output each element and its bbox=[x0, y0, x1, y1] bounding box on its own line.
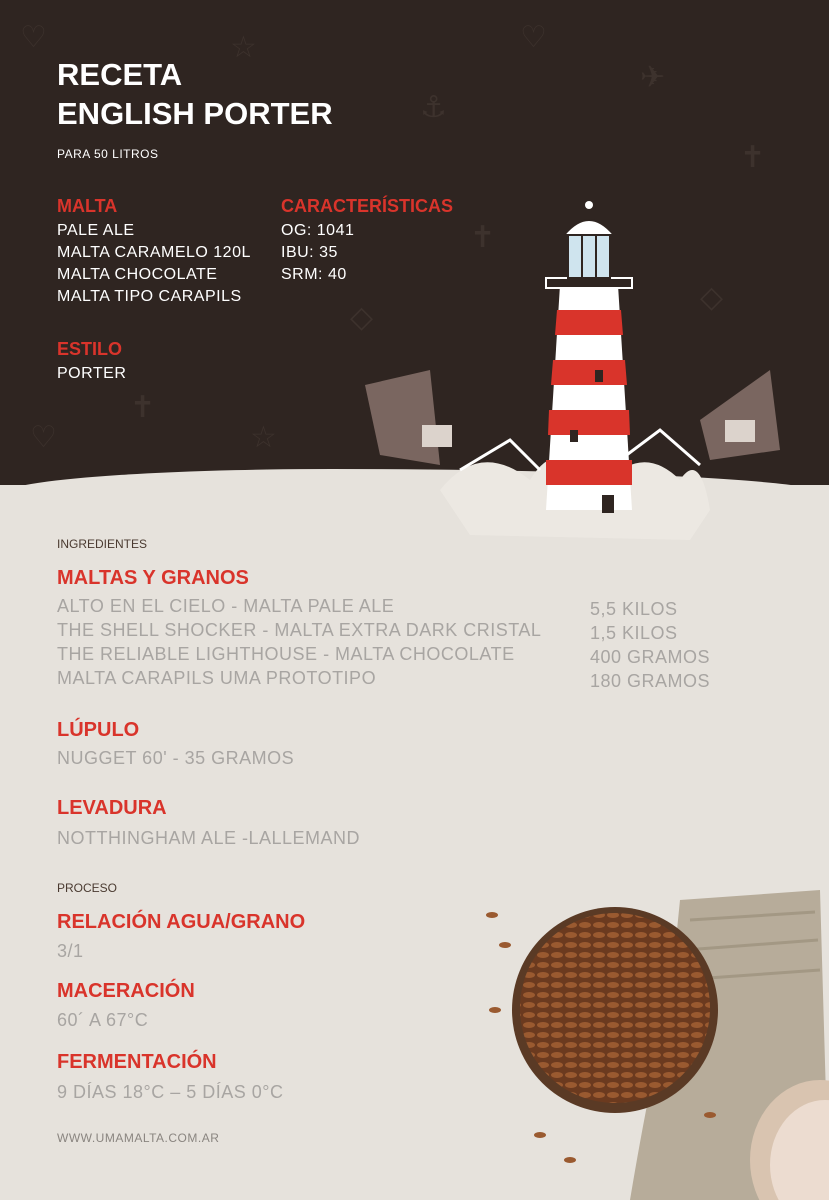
malta-item: MALTA TIPO CARAPILS bbox=[57, 288, 242, 305]
malta-qty: 1,5 KILOS bbox=[590, 623, 678, 643]
diamond-doodle-icon: ◇ bbox=[700, 280, 724, 315]
malta-name: THE RELIABLE LIGHTHOUSE - MALTA CHOCOLATE bbox=[57, 644, 515, 664]
malta-block bbox=[57, 196, 251, 308]
relacion-value: 3/1 bbox=[57, 941, 84, 961]
malta-heading: MALTA bbox=[57, 196, 118, 216]
subtitle: PARA 50 LITROS bbox=[57, 147, 159, 161]
heart-doodle-icon: ♡ bbox=[30, 420, 57, 455]
caracteristica-item: IBU: 35 bbox=[281, 244, 338, 261]
malta-name: ALTO EN EL CIELO - MALTA PALE ALE bbox=[57, 596, 395, 616]
fermentacion-value: 9 DÍAS 18°C – 5 DÍAS 0°C bbox=[57, 1082, 284, 1102]
estilo-value: PORTER bbox=[57, 365, 127, 382]
lupulo-value: NUGGET 60' - 35 GRAMOS bbox=[57, 748, 295, 768]
cross-doodle-icon: ✝ bbox=[740, 140, 766, 175]
malta-item: MALTA CHOCOLATE bbox=[57, 266, 218, 283]
diamond-doodle-icon: ◇ bbox=[350, 300, 374, 335]
cross-doodle-icon: ✝ bbox=[470, 220, 496, 255]
ingredientes-label: INGREDIENTES bbox=[57, 537, 148, 551]
estilo-heading: ESTILO bbox=[57, 339, 123, 359]
malta-qty: 5,5 KILOS bbox=[590, 599, 678, 619]
fermentacion-title: FERMENTACIÓN bbox=[57, 1051, 217, 1073]
levadura-value: NOTTHINGHAM ALE -LALLEMAND bbox=[57, 828, 361, 848]
malta-name: MALTA CARAPILS UMA PROTOTIPO bbox=[57, 668, 377, 688]
caracteristica-item: SRM: 40 bbox=[281, 266, 347, 283]
maceracion-title: MACERACIÓN bbox=[57, 980, 195, 1002]
star-doodle-icon: ☆ bbox=[250, 420, 277, 455]
cross-doodle-icon: ✝ bbox=[130, 390, 156, 425]
anchor-doodle-icon: ⚓ bbox=[420, 90, 447, 125]
estilo-block bbox=[57, 339, 126, 385]
heart-doodle-icon: ♡ bbox=[520, 20, 547, 55]
malta-name: THE SHELL SHOCKER - MALTA EXTRA DARK CRISTAL bbox=[57, 620, 542, 640]
star-doodle-icon: ☆ bbox=[230, 30, 257, 65]
caracteristica-item: OG: 1041 bbox=[281, 222, 355, 239]
maltas-qty-list bbox=[590, 597, 710, 693]
heart-doodle-icon: ♡ bbox=[20, 20, 47, 55]
caracteristicas-heading: CARACTERÍSTICAS bbox=[281, 196, 454, 216]
website-link[interactable]: WWW.UMAMALTA.COM.AR bbox=[57, 1131, 220, 1145]
title-line-1: RECETA bbox=[57, 57, 183, 92]
title-line-2: ENGLISH PORTER bbox=[57, 96, 333, 131]
lighthouse-illustration bbox=[360, 190, 829, 560]
swallow-doodle-icon: ✈ bbox=[640, 60, 666, 95]
malta-qty: 180 GRAMOS bbox=[590, 671, 711, 691]
relacion-title: RELACIÓN AGUA/GRANO bbox=[57, 911, 306, 933]
maceracion-value: 60´ A 67°C bbox=[57, 1010, 149, 1030]
malta-item: MALTA CARAMELO 120L bbox=[57, 244, 251, 261]
malt-bowl-photo bbox=[480, 880, 829, 1200]
levadura-title: LEVADURA bbox=[57, 797, 167, 819]
maltas-names-list bbox=[57, 594, 541, 690]
malta-qty: 400 GRAMOS bbox=[590, 647, 711, 667]
page-title bbox=[57, 55, 333, 133]
maltas-title: MALTAS Y GRANOS bbox=[57, 567, 249, 589]
lupulo-title: LÚPULO bbox=[57, 719, 140, 741]
proceso-label: PROCESO bbox=[57, 881, 118, 895]
malta-item: PALE ALE bbox=[57, 222, 135, 239]
